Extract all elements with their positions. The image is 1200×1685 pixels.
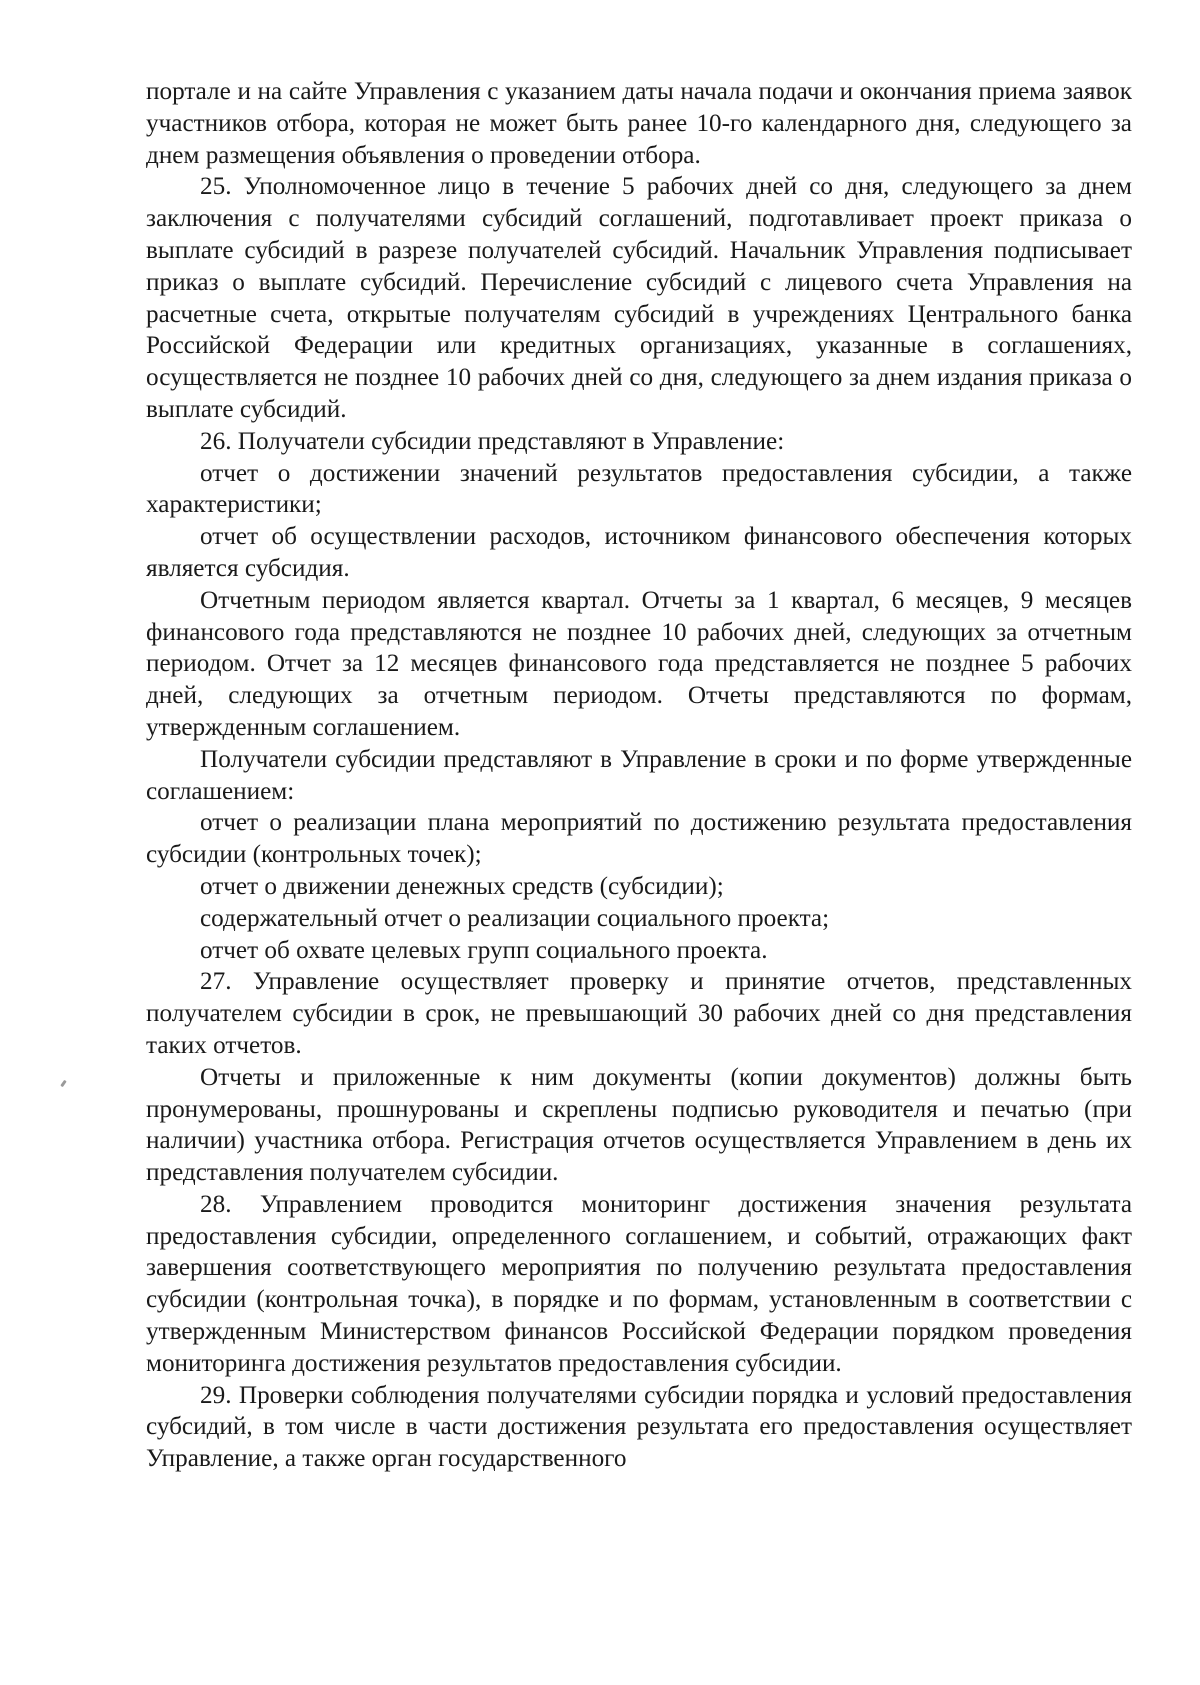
document-page xyxy=(146,76,1132,1475)
paragraph-report-coverage: отчет об охвате целевых групп социального проекта. xyxy=(200,936,768,964)
paragraph-reports-binding: Отчеты и приложенные к ним документы (копии документов) должны быть пронумерованы, прошнурованы и скреплены подписью руководителя и печатью (при наличии) участника отбора. Регистрация отчетов осуществляется Управлением в день их представления получателем субсидии. xyxy=(146,1063,1132,1187)
paragraph-report-plan: отчет о реализации плана мероприятий по достижению результата предоставления субсидии (контрольных точек); xyxy=(146,809,1132,869)
paragraph-26-item-expenses: отчет об осуществлении расходов, источником финансового обеспечения которых является субсидия. xyxy=(146,523,1132,582)
paragraph-report-content: содержательный отчет о реализации социального проекта; xyxy=(200,904,830,932)
paragraph-reporting-period: Отчетным периодом является квартал. Отчеты за 1 квартал, 6 месяцев, 9 месяцев финансового года представляются не позднее 10 рабочих дней, следующих за отчетным периодом. Отчет за 12 месяцев финансового года представляется не позднее 5 рабочих дней, следующих за отчетным периодом. Отчеты представляются по формам, утвержденным соглашением. xyxy=(146,586,1132,741)
paragraph-28: 28. Управлением проводится мониторинг достижения значения результата предоставления субсидии, определенного соглашением, и событий, отражающих факт завершения соответствующего мероприятия по получению результата предоставления субсидии (контрольная точка), в порядке и по формам, установленным в соответствии с утвержденным Министерством финансов Российской Федерации порядком проведения мониторинга достижения результатов предоставления субсидии. xyxy=(146,1190,1132,1377)
paragraph-29: 29. Проверки соблюдения получателями субсидии порядка и условий предоставления субсидий, в том числе в части достижения результата его предоставления осуществляет Управление, а также орган государственного xyxy=(146,1381,1132,1473)
paragraph-25: 25. Уполномоченное лицо в течение 5 рабочих дней со дня, следующего за днем заключения с получателями субсидий соглашений, подготавливает проект приказа о выплате субсидий в разрезе получателей субсидий. Начальник Управления подписывает приказ о выплате субсидий. Перечисление субсидий с лицевого счета Управления на расчетные счета, открытые получателям субсидий в учреждениях Центрального банка Российской Федерации или кредитных организациях, указанные в соглашениях, осуществляется не позднее 10 рабочих дней со дня, следующего за днем издания приказа о выплате субсидий. xyxy=(146,173,1132,423)
paragraph-26-item-results: отчет о достижении значений результатов предоставления субсидии, а также характеристики; xyxy=(146,459,1132,519)
paragraph-additional-reports: Получатели субсидии представляют в Управление в сроки и по форме утвержденные соглашением: xyxy=(146,745,1132,805)
scan-speck xyxy=(60,1080,66,1087)
paragraph-continuation: портале и на сайте Управления с указанием даты начала подачи и окончания приема заявок участников отбора, которая не может быть ранее 10-го календарного дня, следующего за днем размещения объявления о проведении отбора. xyxy=(146,78,1132,169)
paragraph-26: 26. Получатели субсидии представляют в Управление: xyxy=(200,427,785,455)
paragraph-report-cash-flow: отчет о движении денежных средств (субсидии); xyxy=(200,872,724,900)
paragraph-27: 27. Управление осуществляет проверку и принятие отчетов, представленных получателем субсидии в срок, не превышающий 30 рабочих дней со дня представления таких отчетов. xyxy=(146,968,1132,1059)
